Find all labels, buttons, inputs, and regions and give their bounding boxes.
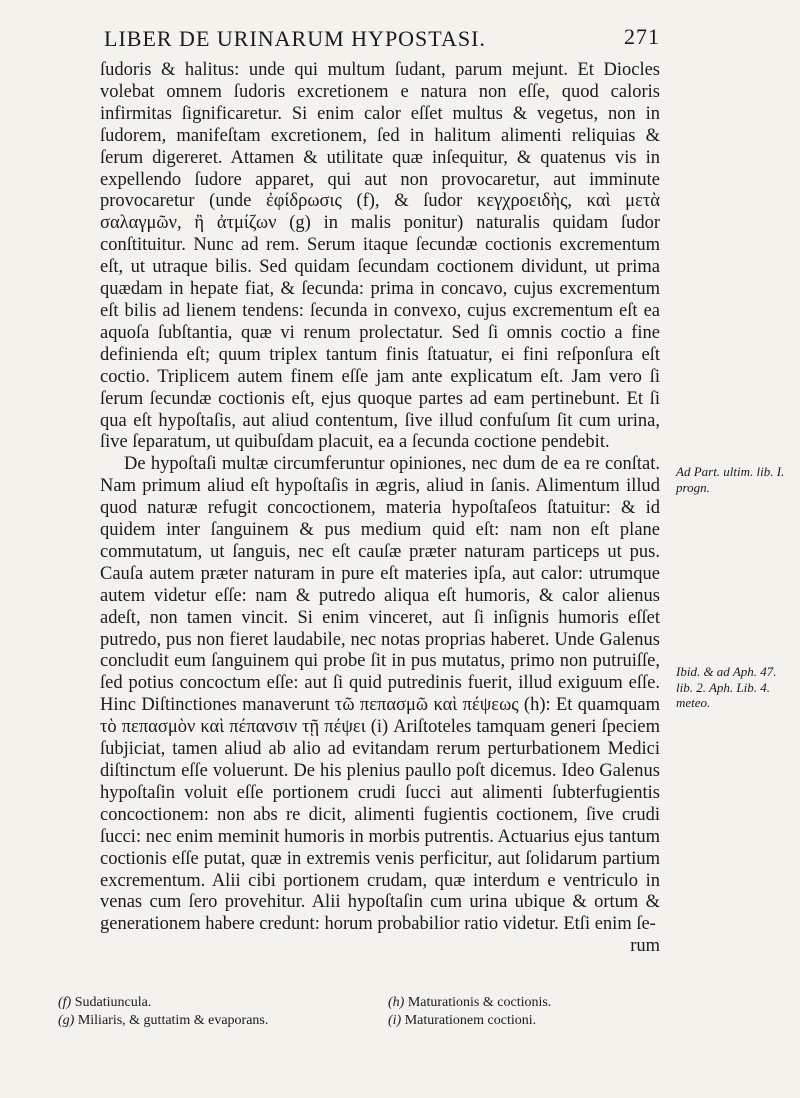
- margin-note: Ibid. & ad Aph. 47. lib. 2. Aph. Lib. 4. meteo.: [676, 664, 777, 710]
- footnote-key: (i): [388, 1013, 402, 1028]
- margin-note: Ad Part. ultim. lib. I. progn.: [676, 464, 785, 495]
- footnote: [58, 994, 358, 1012]
- footnote-key: (g): [58, 1013, 75, 1028]
- footnote: [58, 1012, 358, 1030]
- running-title: LIBER DE URINARUM HYPOSTASI.: [104, 26, 486, 51]
- paragraph: ſudoris & halitus: unde qui multum ſudant, parum mejunt. Et Diocles volebat omnem ſudoris excretionem e natura non eſſe, quod caloris infirmitas ſignificaretur. Si enim calor eſſet multus & vegetus, non in ſudorem, manifeſtam excretionem, ſed in halitum alimenti reliquias & ſerum digereret. Attamen & utilitate quæ inſequitur, & quatenus vis in expellendo ſudore apparet, qui aut non provocaretur, aut imminute provocaretur (unde ἐφίδρωσις (f), & ſudor κεγχροειδὴς, καὶ μετὰ σαλαγμῶν, ἢ ἀτμίζων (g) in malis ponitur) naturalis quidam ſudor conſtituitur. Nunc ad rem. Serum itaque ſecundæ coctionis excrementum eſt, ut utraque bilis. Sed quidam ſecundam coctionem dividunt, ut prima quædam in hepate fiat, & ſecunda: prima in concavo, cujus excrementum eſt bilis ad lienem tendens: ſecunda in convexo, cujus excrementum eſt ea aquoſa ſubſtantia, quæ vi renum prolectatur. Sed ſi omnis coctio a fine definienda eſt; quum triplex tantum finis ſtatuatur, ei fini reſponſura eſt coctio. Triplicem autem finem eſſe jam ante explicatum eſt. Jam vero ſi ſerum ſecundæ coctionis eſt, ejus quoque partes ad eam pertinebunt. Et ſi qua eſt hypoſtaſis, aut aliud contentum, ſive illud confuſum ſit cum urina, ſive ſeparatum, ut quibuſdam placuit, ea a ſecunda coctione pendebit.: [100, 60, 660, 453]
- footnote-text: Sudatiuncula.: [74, 995, 152, 1010]
- main-text: [100, 60, 660, 958]
- footnote-text: Maturationem coctioni.: [404, 1013, 537, 1028]
- footnote-text: Maturationis & coctionis.: [407, 995, 552, 1010]
- footnote-column-right: [388, 994, 688, 1030]
- page-number: 271: [624, 24, 660, 49]
- footnote: [388, 994, 688, 1012]
- catchword: rum: [630, 936, 660, 957]
- footnote-column-left: [58, 994, 358, 1030]
- footnote-key: (f): [58, 995, 72, 1010]
- footnote: [388, 1012, 688, 1030]
- footnote-key: (h): [388, 995, 405, 1010]
- footnote-text: Miliaris, & guttatim & evaporans.: [77, 1013, 269, 1028]
- paragraph: De hypoſtaſi multæ circumferuntur opiniones, nec dum de ea re conſtat. Nam primum aliud eſt hypoſtaſis in ægris, aliud in ſanis. Alimentum illud quod naturæ refugit concoctionem, materia hypoſtaſeos ſtatuitur: & id quidem inter ſanguinem & pus medium quid eſt: nam non eſt plane commutatum, ut ſanguis, nec eſt cauſæ præter naturam particeps ut pus. Cauſa autem præter naturam in pure eſt materies ipſa, aut calor: utrumque autem videtur eſſe: nam & putredo aliqua eſt humoris, & calor alienus adeſt, non tamen vincit. Si enim vinceret, aut ſi inſignis humoris eſſet putredo, pus non fieret laudabile, nec notas proprias haberet. Unde Galenus concludit eum ſanguinem qui probe ſit in pus mutatus, primo non putruiſſe, ſed potius concoctum eſſe: aut ſi quid putredinis fuerit, illud exiguum eſſe. Hinc Diſtinctiones manaverunt τῶ πεπασμῶ καὶ πέψεως (h): Et quamquam τὸ πεπασμὸν καὶ πέπανσιν τῇ πέψει (i) Ariſtoteles tamquam generi ſpeciem ſubjiciat, tamen aliud ab alio ad evitandam rerum perturbationem Medici diſtinctum eſſe voluerunt. De his plenius paullo poſt dicemus. Ideo Galenus hypoſtaſin voluit eſſe portionem crudi ſucci aut alimenti ſubterfugientis concoctionem: non abs re dicit, alimenti fugientis coctionem, ſive crudi ſucci: nec enim meminit humoris in morbis putrentis. Actuarius ejus tantum coctionis eſſe putat, quæ in extremis venis perficitur, aut ſolidarum partium excrementum. Alii cibi portionem crudam, quæ interdum e ventriculo in venas cum ſero provehitur. Alii hypoſtaſin cum urina ubique & ortum & generationem habere credunt: horum probabilior ratio videtur. Etſi enim ſe-: [100, 454, 660, 935]
